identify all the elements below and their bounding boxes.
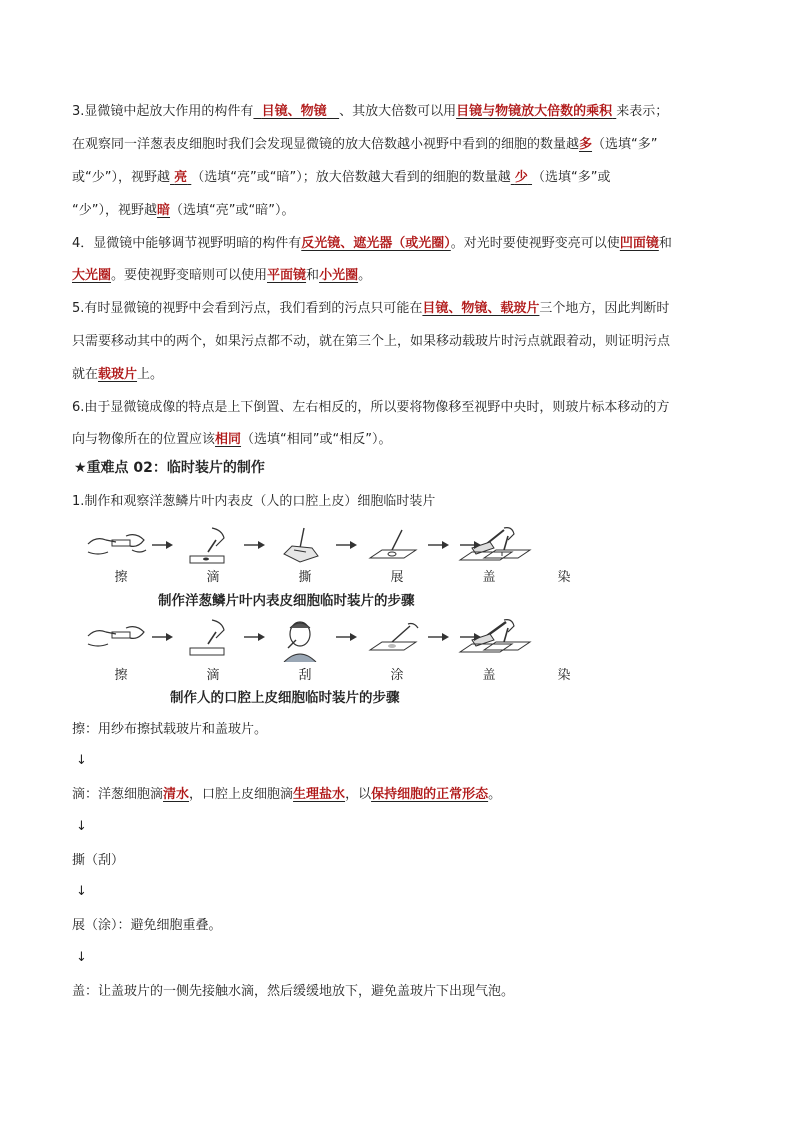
q4-answer-2: 凹面镜 [619,236,659,251]
person-scraping-cheek-icon [270,618,332,662]
q5-answer-1: 目镜、物镜、载玻片 [422,301,540,316]
q5-text: 就在 [72,367,99,382]
q3-blank1 [253,104,339,119]
q3-line1 [72,103,668,121]
step-di-text: 。 [488,787,502,802]
q5-text: 5.有时显微镜的视野中会看到污点，我们看到的污点只可能在 [72,301,423,316]
q3-answer-2: 目镜与物镜放大倍数的乘积 [456,104,613,119]
q3-answer-3: 多 [579,137,593,152]
q3-answer-1: 目镜、物镜 [261,104,327,119]
q3-blank4 [170,170,191,185]
q4-text: 和 [306,268,320,283]
down-arrow-icon: ↓ [76,753,87,768]
figure-oral-steps [86,618,526,668]
q6-text: 向与物像所在的位置应该 [72,432,216,447]
arrow-right-icon [336,632,358,642]
step-di-answer-water: 清水 [163,787,190,802]
down-arrow-icon: ↓ [76,819,87,834]
q5-answer-2: 载玻片 [98,367,138,382]
q4-answer-3: 大光圈 [72,268,112,283]
q4-line2 [72,267,371,285]
step-label: 擦 [114,668,128,683]
step-gai: 盖：让盖玻片的一侧先接触水滴，然后缓缓地放下，避免盖玻片下出现气泡。 [72,984,515,999]
smearing-icon [362,618,424,662]
star-icon: ★ [74,460,87,476]
q6-line2 [72,431,391,449]
item-1-title: 1.制作和观察洋葱鳞片叶内表皮（人的口腔上皮）细胞临时装片 [72,494,436,509]
step-label: 撕 [298,570,312,585]
q3-blank5 [511,170,532,185]
q3-text: 、其放大倍数可以用 [339,104,457,119]
step-label: 展 [390,570,404,585]
step-di-text: ，以 [345,787,372,802]
arrow-right-icon [428,632,450,642]
q3-blank2 [456,104,616,119]
q6-text: （选填“相同”或“相反”）。 [241,432,392,447]
q5-line1 [72,300,669,318]
arrow-right-icon [460,540,482,550]
step-label: 盖 [482,668,496,683]
wiping-hands-icon [86,618,148,662]
wiping-hands-icon [86,526,148,570]
q3-text: 来表示； [616,104,669,119]
step-label: 染 [557,668,571,683]
q3-text: （选填“多”或 [532,170,611,185]
q3-line2 [72,136,658,154]
q6-line1: 6.由于显微镜成像的特点是上下倒置、左右相反的，所以要将物像移至视野中央时，则玻片标本移动的方 [72,400,670,415]
step-di-text: 滴：洋葱细胞滴 [72,787,164,802]
q4-text: 4．显微镜中能够调节视野明暗的构件有 [72,236,302,251]
step-di-answer-saline: 生理盐水 [293,787,346,802]
q4-answer-1: 反光镜、遮光器（或光圈） [301,236,451,251]
step-label: 滴 [206,668,220,683]
section-title: 重难点 02：临时装片的制作 [86,460,265,476]
step-si: 撕（刮） [72,853,125,868]
down-arrow-icon: ↓ [76,950,87,965]
tearing-icon [270,526,332,570]
q4-text: 和 [658,236,672,251]
figure1-labels [90,566,571,585]
q3-answer-6: 暗 [156,203,170,218]
q3-text: 3.显微镜中起放大作用的构件有 [72,104,254,119]
step-label: 盖 [482,570,496,585]
arrow-right-icon [428,540,450,550]
arrow-right-icon [152,540,174,550]
q4-text: 。要使视野变暗则可以使用 [111,268,268,283]
q4-text: 。对光时要使视野变亮可以使 [450,236,620,251]
q3-text: 或“少”），视野越 [72,170,170,185]
arrow-right-icon [460,632,482,642]
arrow-right-icon [336,540,358,550]
arrow-right-icon [152,632,174,642]
q5-text: 三个地方，因此判断时 [539,301,670,316]
q4-text: 。 [358,268,372,283]
q3-text: （选填“亮”或“暗”）；放大倍数越大看到的细胞的数量越 [191,170,511,185]
step-ca: 擦：用纱布擦拭载玻片和盖玻片。 [72,722,268,737]
step-label: 染 [557,570,571,585]
dropper-icon [178,526,240,570]
step-label: 滴 [206,570,220,585]
step-di [72,786,501,804]
step-zhan: 展（涂）：避免细胞重叠。 [72,918,222,933]
q3-text: （选填“多” [592,137,658,152]
q5-text: 上。 [137,367,164,382]
section-heading [74,459,265,478]
spreading-icon [362,526,424,570]
q3-text: 在观察同一洋葱表皮细胞时我们会发现显微镜的放大倍数越小视野中看到的细胞的数量越 [72,137,580,152]
arrow-right-icon [244,540,266,550]
q3-answer-4: 亮 [174,170,188,185]
arrow-right-icon [244,632,266,642]
step-label: 擦 [114,570,128,585]
q4-line1 [72,235,672,253]
q6-answer-1: 相同 [215,432,242,447]
step-di-text: ，口腔上皮细胞滴 [189,787,294,802]
dropper-icon [178,618,240,662]
q4-answer-4: 平面镜 [267,268,307,283]
stain-dropper-icon [478,618,540,662]
q3-line3 [72,169,611,187]
figure2-labels [90,664,571,683]
q5-line2: 只需要移动其中的两个，如果污点都不动，就在第三个上，如果移动载玻片时污点就跟着动，则证明污点 [72,334,671,349]
step-label: 刮 [298,668,312,683]
stain-dropper-icon [478,526,540,570]
figure1-caption: 制作洋葱鳞片叶内表皮细胞临时装片的步骤 [158,593,415,609]
step-label: 涂 [390,668,404,683]
down-arrow-icon: ↓ [76,884,87,899]
q5-line3 [72,366,163,384]
q3-text: “少”），视野越 [72,203,157,218]
q4-answer-5: 小光圈 [319,268,359,283]
q3-answer-5: 少 [514,170,528,185]
figure2-caption: 制作人的口腔上皮细胞临时装片的步骤 [170,690,400,706]
q3-text: （选填“亮”或“暗”）。 [170,203,295,218]
step-di-answer-purpose: 保持细胞的正常形态 [371,787,489,802]
q3-line4 [72,202,294,220]
